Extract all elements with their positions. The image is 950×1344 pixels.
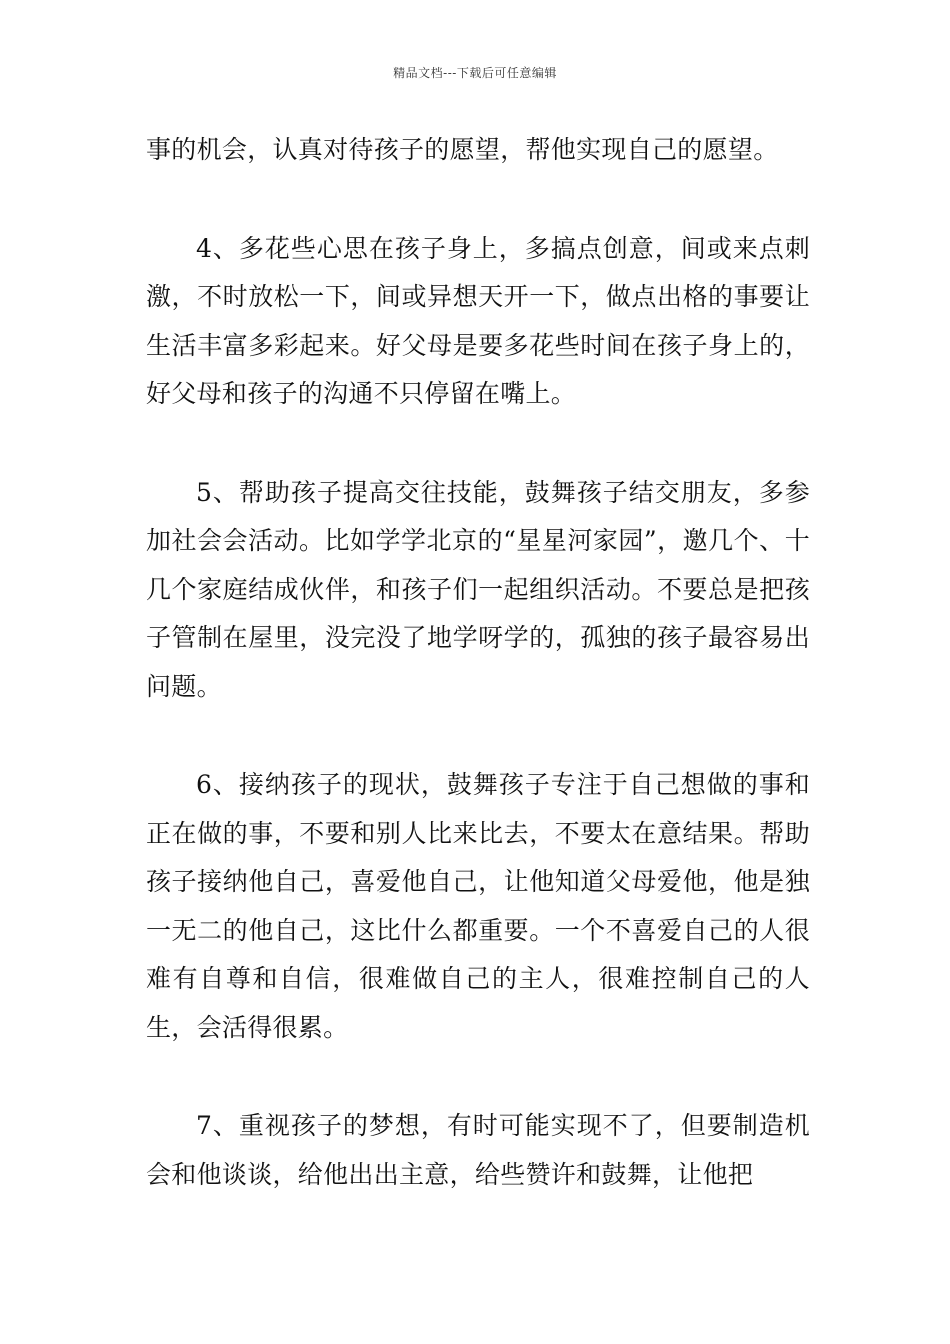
paragraph-item-6: 6、接纳孩子的现状，鼓舞孩子专注于自己想做的事和正在做的事，不要和别人比来比去，不要太在意结果。帮助孩子接纳他自己，喜爱他自己，让他知道父母爱他，他是独一无二的他自己，这比什么都重要。一个不喜爱自己的人很难有自尊和自信，很难做自己的主人，很难控制自己的人生，会活得很累。 <box>146 770 810 1042</box>
paragraph-item-5: 5、帮助孩子提高交往技能，鼓舞孩子结交朋友，多参加社会会活动。比如学学北京的“星星河家园”，邀几个、十几个家庭结成伙伴，和孩子们一起组织活动。不要总是把孩子管制在屋里，没完没了地学呀学的，孤独的孩子最容易出问题。 <box>146 477 810 701</box>
paragraph-continuation: 事的机会，认真对待孩子的愿望，帮他实现自己的愿望。 <box>146 135 779 164</box>
paragraph-item-4: 4、多花些心思在孩子身上，多搞点创意，间或来点刺激，不时放松一下，间或异想天开一下，做点出格的事要让生活丰富多彩起来。好父母是要多花些时间在孩子身上的，好父母和孩子的沟通不只停留在嘴上。 <box>146 233 810 408</box>
page-header: 精品文档---下载后可任意编辑 <box>393 66 557 80</box>
document-body <box>146 126 810 1249</box>
paragraph-item-7: 7、重视孩子的梦想，有时可能实现不了，但要制造机会和他谈谈，给他出出主意，给些赞许和鼓舞，让他把 <box>146 1111 810 1189</box>
